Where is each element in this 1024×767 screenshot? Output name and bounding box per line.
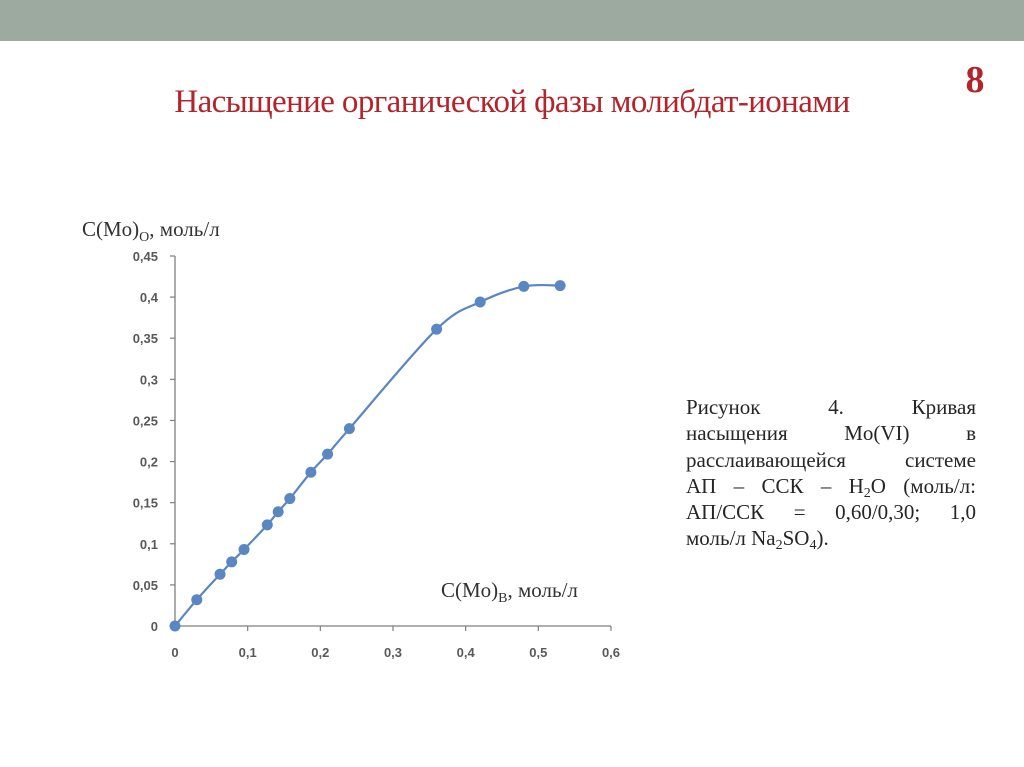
- series-points: [170, 280, 566, 631]
- x-axis-label: [441, 578, 578, 606]
- data-point: [305, 467, 316, 478]
- caption-word: =: [793, 500, 806, 525]
- caption-line-4: [686, 473, 976, 499]
- caption-word: системе: [905, 447, 976, 472]
- caption-word: АП: [686, 473, 717, 498]
- data-point: [273, 506, 284, 517]
- y-tick-label: 0,2: [139, 454, 158, 470]
- data-point: [239, 544, 250, 555]
- caption-word: –: [820, 473, 832, 498]
- caption-line-2: [686, 420, 976, 446]
- x-tick-label: 0,2: [311, 645, 330, 660]
- y-tick-label: 0,4: [139, 290, 158, 306]
- caption-word: АП/ССК: [686, 500, 765, 525]
- y-tick-label: 0,3: [139, 372, 158, 388]
- caption-word: (моль/л:: [903, 473, 976, 498]
- y-tick-label: 0,1: [139, 536, 158, 552]
- x-tick-label: 0,6: [601, 645, 621, 660]
- data-point: [475, 297, 486, 308]
- slide-title: Насыщение органической фазы молибдат-ионами: [174, 84, 850, 120]
- x-axis-label-main: C(Mo): [441, 578, 499, 602]
- y-tick-label: 0: [150, 619, 158, 634]
- caption-word: –: [733, 473, 745, 498]
- y-tick-label: 0,45: [132, 249, 158, 264]
- x-axis-label-sub: B: [498, 591, 508, 606]
- caption-formula-sulfate: моль/л $Na_2SO_4$).: [686, 526, 829, 554]
- caption-word: в: [966, 421, 976, 446]
- caption-word: насыщения: [686, 421, 788, 446]
- x-tick-label: 0,5: [529, 645, 548, 660]
- caption-line-6: [686, 525, 976, 554]
- caption-word: 1,0: [949, 500, 976, 525]
- data-point: [555, 280, 566, 291]
- caption-formula-water: $H_2O$: [848, 473, 886, 501]
- caption-word: Рисунок: [686, 395, 761, 419]
- data-point: [226, 556, 237, 567]
- data-point: [322, 449, 333, 460]
- x-tick-label: 0,3: [383, 645, 403, 660]
- y-tick-label: 0,15: [132, 495, 158, 511]
- caption-word: 4.: [828, 395, 844, 419]
- caption-line-5: [686, 499, 976, 525]
- data-point: [215, 569, 226, 580]
- data-point: [191, 594, 202, 605]
- caption-line-3: [686, 447, 976, 473]
- caption-word: 0,60/0,30;: [835, 500, 921, 525]
- data-point: [262, 519, 273, 530]
- data-point: [284, 493, 295, 504]
- data-point: [344, 423, 355, 434]
- x-tick-label: 0,1: [238, 645, 257, 660]
- page-number: 8: [965, 59, 985, 101]
- x-tick-label: 0,4: [456, 645, 475, 660]
- caption-line-1: [686, 394, 976, 420]
- x-axis-label-unit: , моль/л: [507, 578, 578, 602]
- chart-ticks: [170, 256, 611, 631]
- chart-axes: [175, 256, 611, 626]
- data-point: [518, 281, 529, 292]
- y-axis-label: [82, 217, 220, 245]
- caption-word: ССК: [761, 473, 804, 498]
- x-tick-label: 0: [171, 645, 179, 660]
- series-curve: [175, 285, 560, 626]
- y-axis-label-main: C(Mo): [82, 217, 140, 241]
- y-tick-label: 0,35: [132, 331, 158, 347]
- caption-word: расслаивающейся: [686, 447, 846, 472]
- data-point: [431, 324, 442, 335]
- data-point: [170, 621, 181, 632]
- y-tick-label: 0,05: [132, 577, 158, 593]
- y-axis-label-unit: , моль/л: [149, 217, 220, 241]
- y-tick-label: 0,25: [132, 413, 158, 429]
- figure-caption: [686, 394, 976, 552]
- caption-word: Mo(VI): [844, 421, 910, 446]
- y-axis-label-sub: O: [139, 230, 150, 245]
- caption-word: Кривая: [911, 395, 976, 419]
